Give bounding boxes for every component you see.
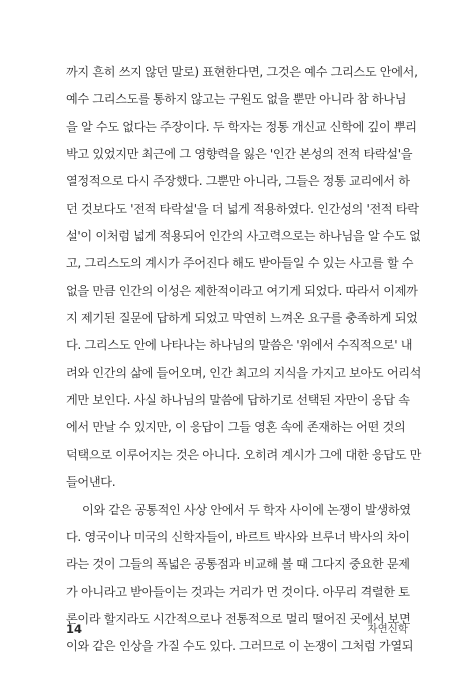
text-line: 던 것보다도 '전적 타락설'을 더 넓게 적용하였다. 인간성의 '전적 타락 — [66, 201, 419, 216]
text-line: 에서 만날 수 있지만, 이 응답이 그들 영혼 속에 존재하는 어떤 것의 — [66, 420, 406, 435]
text-line: 지 제기된 질문에 답하게 되었고 막연히 느껴온 요구를 충족하게 되었 — [66, 311, 418, 326]
text-line: 게만 보인다. 사실 하나님의 말씀에 답하기로 선택된 자만이 응답 속 — [66, 393, 410, 408]
text-line: 라는 것이 그들의 폭넓은 공통점과 비교해 볼 때 그다지 중요한 문제 — [66, 557, 410, 572]
text-line: 가 아니라고 받아들이는 것과는 거리가 먼 것이다. 아무리 격렬한 토 — [66, 584, 410, 599]
text-line: 덕택으로 이루어지는 것은 아니다. 오히려 계시가 그에 대한 응답도 만 — [66, 447, 422, 462]
text-line: 을 알 수도 없다는 주장이다. 두 학자는 정통 개신교 신학에 깊이 뿌리 — [66, 119, 417, 134]
page-number: 14 — [66, 622, 83, 636]
text-line: 예수 그리스도를 통하지 않고는 구원도 없을 뿐만 아니라 참 하나님 — [66, 92, 407, 107]
text-line: 고, 그리스도의 계시가 주어진다 해도 받아들일 수 있는 사고를 할 수 — [66, 256, 414, 271]
running-title: 자연신학 — [367, 623, 408, 635]
text-line: 다. 영국이나 미국의 신학자들이, 바르트 박사와 브루너 박사의 차이 — [66, 529, 410, 544]
text-line: 열정적으로 다시 주장했다. 그뿐만 아니라, 그들은 정통 교리에서 하 — [66, 174, 410, 189]
text-line: 박고 있었지만 최근에 그 영향력을 잃은 '인간 본성의 전적 타락설'을 — [66, 147, 413, 162]
paragraph-start-line: 이와 같은 공통적인 사상 안에서 두 학자 사이에 논쟁이 발생하였 — [82, 502, 411, 517]
text-line: 이와 같은 인상을 가질 수도 있다. 그러므로 이 논쟁이 그처럼 가열되 — [66, 639, 414, 654]
text-line: 다. 그리스도 안에 나타나는 하나님의 말씀은 '위에서 수직적으로' 내 — [66, 338, 413, 353]
body-text — [66, 59, 422, 661]
text-line: 설'이 이처럼 넓게 적용되어 인간의 사고력으로는 하나님을 알 수도 없 — [66, 229, 421, 244]
text-line: 까지 흔히 쓰지 않던 말로) 표현한다면, 그것은 예수 그리스도 안에서, — [66, 65, 418, 79]
text-line: 들어낸다. — [66, 475, 116, 490]
page-footer — [66, 620, 408, 638]
text-line: 론이라 할지라도 시간적으로나 전통적으로 멀리 떨어진 곳에서 보면 — [66, 611, 411, 626]
text-line: 려와 인간의 삶에 들어오며, 인간 최고의 지식을 가지고 보아도 어리석 — [66, 365, 422, 380]
text-line: 없을 만큼 인간의 이성은 제한적이라고 여기게 되었다. 따라서 이제까 — [66, 283, 418, 298]
